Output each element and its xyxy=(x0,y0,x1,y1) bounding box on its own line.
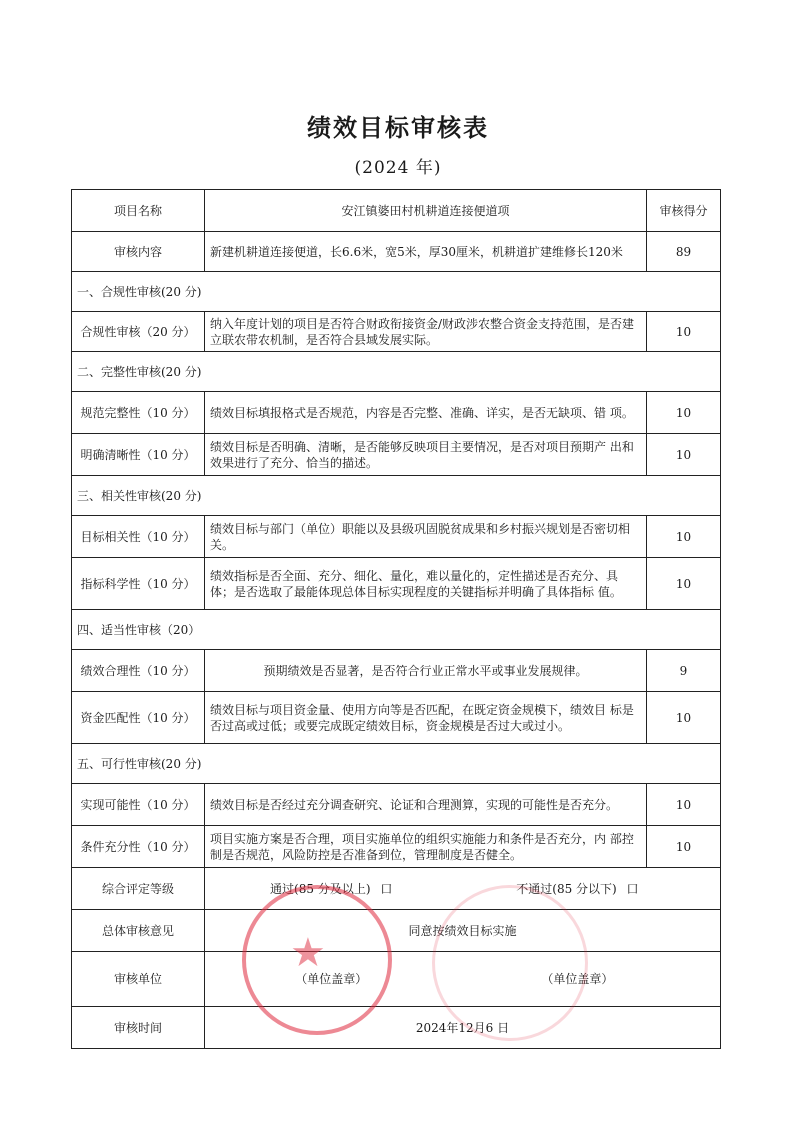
criterion-label: 目标相关性（10 分） xyxy=(72,516,205,558)
criterion-label: 合规性审核（20 分） xyxy=(72,312,205,352)
table-row xyxy=(72,516,721,558)
section-row xyxy=(72,610,721,650)
total-score: 89 xyxy=(647,232,721,272)
year-subtitle: (2024 年) xyxy=(354,158,442,178)
criterion-text: 项目实施方案是否合理，项目实施单位的组织实施能力和条件是否充分，内 部控制是否规范，风险防控是否准备到位，管理制度是否健全。 xyxy=(205,826,647,868)
criterion-score: 10 xyxy=(647,516,721,558)
stamp-placeholder-1: （单位盖章） xyxy=(295,972,368,986)
grade-label: 综合评定等级 xyxy=(72,868,205,910)
section-title: 三、相关性审核(20 分) xyxy=(72,476,721,516)
pass-checkbox[interactable]: 口 xyxy=(380,881,393,896)
criterion-text: 预期绩效是否显著，是否符合行业正常水平或事业发展规律。 xyxy=(205,650,647,692)
page-title: 绩效目标审核表 xyxy=(307,113,489,142)
fail-checkbox[interactable]: 口 xyxy=(626,881,639,896)
section-row xyxy=(72,476,721,516)
criterion-score: 10 xyxy=(647,692,721,744)
table-row-opinion xyxy=(72,910,721,952)
criterion-score: 10 xyxy=(647,784,721,826)
section-title: 四、适当性审核（20） xyxy=(72,610,721,650)
project-name-label: 项目名称 xyxy=(72,190,205,232)
criterion-label: 实现可能性（10 分） xyxy=(72,784,205,826)
criterion-text: 纳入年度计划的项目是否符合财政衔接资金/财政涉农整合资金支持范围，是否建立联农带农机制，是否符合县域发展实际。 xyxy=(205,312,647,352)
review-table xyxy=(71,189,721,1049)
table-row-content xyxy=(72,232,721,272)
table-row-unit xyxy=(72,952,721,1007)
table-row xyxy=(72,558,721,610)
table-row xyxy=(72,692,721,744)
criterion-label: 条件充分性（10 分） xyxy=(72,826,205,868)
table-row-grade xyxy=(72,868,721,910)
table-row xyxy=(72,826,721,868)
criterion-score: 10 xyxy=(647,826,721,868)
criterion-label: 资金匹配性（10 分） xyxy=(72,692,205,744)
section-title: 一、合规性审核(20 分) xyxy=(72,272,721,312)
criterion-label: 绩效合理性（10 分） xyxy=(72,650,205,692)
table-row xyxy=(72,650,721,692)
fail-option-label: 不通过(85 分以下) xyxy=(516,881,617,896)
time-value: 2024年12月6 日 xyxy=(205,1007,721,1049)
criterion-text: 绩效指标是否全面、充分、细化、量化，难以量化的，定性描述是否充分、具体；是否选取了最能体现总体目标实现程度的关键指标并明确了具体指标 值。 xyxy=(205,558,647,610)
section-row xyxy=(72,272,721,312)
section-title: 二、完整性审核(20 分) xyxy=(72,352,721,392)
project-name-value: 安江镇婆田村机耕道连接便道项 xyxy=(205,190,647,232)
unit-label: 审核单位 xyxy=(72,952,205,1007)
content-label: 审核内容 xyxy=(72,232,205,272)
criterion-score: 10 xyxy=(647,434,721,476)
table-row-header xyxy=(72,190,721,232)
table-row xyxy=(72,312,721,352)
score-header: 审核得分 xyxy=(647,190,721,232)
grade-options xyxy=(205,868,721,910)
time-label: 审核时间 xyxy=(72,1007,205,1049)
criterion-text: 绩效目标与部门（单位）职能以及县级巩固脱贫成果和乡村振兴规划是否密切相关。 xyxy=(205,516,647,558)
content-value: 新建机耕道连接便道，长6.6米，宽5米，厚30厘米，机耕道扩建维修长120米 xyxy=(205,232,647,272)
criterion-score: 9 xyxy=(647,650,721,692)
table-row xyxy=(72,392,721,434)
unit-stamps xyxy=(205,952,721,1007)
criterion-label: 指标科学性（10 分） xyxy=(72,558,205,610)
table-row-time xyxy=(72,1007,721,1049)
criterion-text: 绩效目标是否经过充分调查研究、论证和合理测算，实现的可能性是否充分。 xyxy=(205,784,647,826)
opinion-label: 总体审核意见 xyxy=(72,910,205,952)
stamp-placeholder-2: （单位盖章） xyxy=(541,972,614,986)
pass-option-label: 通过(85 分及以上) xyxy=(270,881,371,896)
criterion-score: 10 xyxy=(647,558,721,610)
section-row xyxy=(72,744,721,784)
section-title: 五、可行性审核(20 分) xyxy=(72,744,721,784)
criterion-text: 绩效目标与项目资金量、使用方向等是否匹配，在既定资金规模下，绩效目 标是否过高或过低；或要完成既定绩效目标，资金规模是否过大或过小。 xyxy=(205,692,647,744)
criterion-text: 绩效目标是否明确、清晰，是否能够反映项目主要情况，是否对项目预期产 出和效果进行了充分、恰当的描述。 xyxy=(205,434,647,476)
criterion-score: 10 xyxy=(647,392,721,434)
section-row xyxy=(72,352,721,392)
criterion-score: 10 xyxy=(647,312,721,352)
seal-star-icon: ★ xyxy=(290,930,326,976)
criterion-text: 绩效目标填报格式是否规范，内容是否完整、准确、详实，是否无缺项、错 项。 xyxy=(205,392,647,434)
criterion-label: 明确清晰性（10 分） xyxy=(72,434,205,476)
opinion-value: 同意按绩效目标实施 xyxy=(205,910,721,952)
criterion-label: 规范完整性（10 分） xyxy=(72,392,205,434)
table-row xyxy=(72,434,721,476)
table-row xyxy=(72,784,721,826)
